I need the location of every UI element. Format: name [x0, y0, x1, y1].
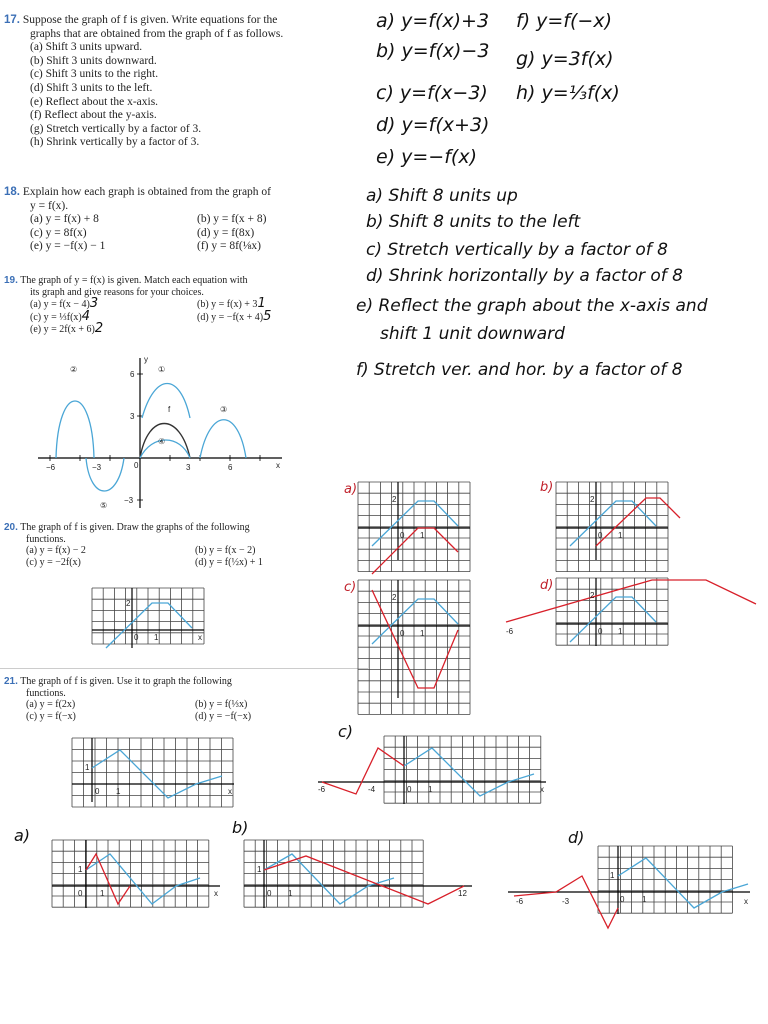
handwritten-answer: b) y=f(x)−3 [376, 40, 490, 62]
tick-label: 0 [598, 531, 603, 540]
problem-item: (d) y = −f(−x) [195, 710, 252, 722]
tick-label: 2 [126, 599, 131, 608]
handwritten-answer: 5 [263, 308, 272, 324]
tick-label: 1 [428, 785, 433, 794]
problem-item: (d) Shift 3 units to the left. [30, 81, 153, 94]
tick-label: 1 [610, 871, 615, 880]
tick-label: -6 [516, 897, 524, 906]
graph-label: a) [14, 826, 31, 845]
curve-label: ⑤ [100, 501, 108, 510]
tick-label: 1 [116, 787, 121, 796]
handwritten-answer: d) y=f(x+3) [376, 114, 490, 136]
handwritten-answer: 2 [94, 321, 104, 337]
tick-label: 1 [78, 865, 83, 874]
graph-20d [506, 578, 756, 648]
problem-item: (c) y = 8f(x) [30, 226, 87, 239]
tick-label: 1 [85, 763, 90, 772]
handwritten-answer: e) Reflect the graph about the x-axis and [356, 296, 708, 316]
tick-label: 0 [95, 787, 100, 796]
problem-item: (d) y = f(8x) [197, 226, 255, 239]
curve-3 [200, 420, 246, 458]
tick-label: 2 [392, 495, 397, 504]
tick-label: 3 [130, 412, 135, 421]
curve-f [106, 603, 192, 648]
problem-intro: its graph and give reasons for your choices. [30, 286, 204, 298]
graph-label: c) [344, 580, 357, 595]
curve-label: ③ [220, 405, 228, 414]
tick-label: 6 [130, 370, 135, 379]
graph-problem-21 [72, 738, 236, 804]
graph-21c [318, 736, 548, 806]
problem-intro: Suppose the graph of f is given. Write equations for the [22, 14, 278, 26]
problem-item: (g) Stretch vertically by a factor of 3. [30, 122, 202, 135]
problem-item: (c) Shift 3 units to the right. [30, 68, 159, 81]
problem-item: (a) y = f(x) + 8 [30, 213, 99, 226]
problem-item: (f) Reflect about the y-axis. [30, 109, 157, 122]
tick-label: x [228, 787, 232, 796]
problem-number: 17. [4, 14, 20, 26]
tick-label: -3 [562, 897, 570, 906]
graph-label: d) [540, 578, 554, 593]
curve-1 [142, 384, 190, 419]
problem-item: (a) y = f(x − 4) [30, 299, 90, 311]
problem-item: (c) y = f(−x) [26, 710, 76, 722]
problem-item: (e) y = 2f(x + 6) [30, 324, 95, 336]
tick-label: 1 [154, 633, 159, 642]
tick-label: x [744, 897, 748, 906]
graph-21b [244, 840, 474, 910]
curve-label: ② [70, 365, 78, 374]
tick-label: 0 [620, 895, 625, 904]
problem-intro: functions. [26, 687, 66, 699]
tick-label: 0 [134, 633, 139, 642]
tick-label: 2 [392, 593, 397, 602]
handwritten-answer: 1 [257, 296, 266, 312]
handwritten-answer: a) Shift 8 units up [366, 186, 518, 206]
graph-label: c) [338, 722, 354, 741]
tick-label: 0 [407, 785, 412, 794]
graph-20c [358, 580, 472, 700]
tick-label: x [198, 633, 202, 642]
problem-17 [4, 14, 364, 150]
tick-label: 3 [186, 463, 191, 472]
graph-21d [508, 846, 752, 936]
graph-label: b) [232, 818, 249, 837]
problem-item: (a) y = f(2x) [26, 699, 76, 711]
tick-label: 0 [400, 629, 405, 638]
problem-19 [4, 275, 364, 336]
tick-label: 1 [618, 627, 623, 636]
problem-number: 20. [4, 522, 18, 533]
tick-label: 1 [420, 629, 425, 638]
problem-item: (f) y = 8f(⅛x) [197, 240, 261, 253]
problem-item: (d) y = −f(x + 4) [197, 311, 264, 323]
tick-label: −3 [124, 496, 134, 505]
tick-label: 1 [642, 895, 647, 904]
problem-item: (a) y = f(x) − 2 [26, 545, 86, 557]
problem-item: (d) y = f(½x) + 1 [195, 556, 263, 568]
handwritten-answer: c) y=f(x−3) [376, 82, 488, 104]
divider [0, 668, 368, 669]
problem-item: (c) y = −2f(x) [26, 556, 81, 568]
tick-label: 2 [590, 591, 595, 600]
graph-problem-20 [92, 588, 206, 650]
graph-label: a) [344, 482, 358, 497]
tick-label: 6 [228, 463, 233, 472]
problem-intro: functions. [26, 533, 66, 545]
tick-label: 0 [400, 531, 405, 540]
tick-label: y [144, 355, 148, 364]
graph-label: d) [568, 828, 585, 847]
tick-label: 0 [267, 889, 272, 898]
curve-label: f [168, 405, 171, 414]
tick-label: 0 [598, 627, 603, 636]
problem-number: 18. [4, 186, 20, 198]
tick-label: 12 [458, 889, 467, 898]
problem-item: (a) Shift 3 units upward. [30, 41, 143, 54]
handwritten-answer: g) y=3f(x) [516, 48, 614, 70]
handwritten-answer: e) y=−f(x) [376, 146, 477, 168]
problem-intro: The graph of f is given. Use it to graph the following [20, 676, 232, 687]
handwritten-answer: f) y=f(−x) [516, 10, 612, 32]
graph-21a [52, 840, 222, 910]
problem-item: (b) y = f(x + 8) [197, 213, 267, 226]
problem-item: (b) y = f(⅓x) [195, 699, 248, 711]
problem-item: (b) y = f(x − 2) [195, 545, 256, 557]
problem-number: 19. [4, 275, 18, 286]
tick-label: x [214, 889, 218, 898]
handwritten-answer: b) Shift 8 units to the left [366, 212, 581, 232]
handwritten-answer: 4 [81, 308, 91, 324]
problem-item: (b) Shift 3 units downward. [30, 54, 157, 67]
graph-20a [358, 482, 472, 562]
problem-item: (c) y = ⅓f(x) [30, 311, 82, 323]
tick-label: −6 [46, 463, 56, 472]
tick-label: 1 [618, 531, 623, 540]
tick-label: 1 [420, 531, 425, 540]
problem-intro: Explain how each graph is obtained from the graph of [22, 186, 272, 198]
curve-label: ① [158, 365, 166, 374]
problem-item: (e) Reflect about the x-axis. [30, 95, 159, 108]
tick-label: −3 [92, 463, 102, 472]
graph-problem-19 [30, 352, 290, 512]
problem-item: (h) Shrink vertically by a factor of 3. [30, 136, 200, 149]
tick-label: -4 [368, 785, 376, 794]
tick-label: 0 [134, 461, 139, 470]
graph-label: b) [540, 480, 554, 495]
curve-2 [56, 401, 94, 458]
curve-label: ④ [158, 437, 166, 446]
tick-label: 2 [590, 495, 595, 504]
graph-20b [556, 482, 676, 562]
problem-18 [4, 186, 364, 254]
tick-label: x [540, 785, 544, 794]
problem-intro: The graph of y = f(x) is given. Match each equation with [20, 275, 248, 286]
handwritten-answer: f) Stretch ver. and hor. by a factor of 8 [356, 360, 683, 380]
handwritten-answer: a) y=f(x)+3 [376, 10, 490, 32]
problem-20 [4, 522, 364, 568]
problem-21 [4, 676, 364, 722]
handwritten-answer: d) Shrink horizontally by a factor of 8 [366, 266, 683, 286]
handwritten-answer: 3 [89, 296, 99, 312]
problem-intro: graphs that are obtained from the graph of f as follows. [30, 27, 284, 40]
problem-item: (b) y = f(x) + 3 [197, 299, 258, 311]
handwritten-answer: shift 1 unit downward [380, 324, 565, 344]
tick-label: 1 [100, 889, 105, 898]
handwritten-answer: h) y=⅓f(x) [516, 82, 620, 104]
handwritten-answer: c) Stretch vertically by a factor of 8 [366, 240, 668, 260]
tick-label: x [276, 461, 280, 470]
tick-label: 0 [78, 889, 83, 898]
problem-number: 21. [4, 676, 18, 687]
problem-intro: y = f(x). [30, 199, 69, 212]
tick-label: 1 [288, 889, 293, 898]
tick-label: -6 [506, 627, 514, 636]
curve-f [92, 750, 222, 798]
problem-item: (e) y = −f(x) − 1 [30, 240, 106, 253]
problem-intro: The graph of f is given. Draw the graphs of the following [20, 522, 250, 533]
tick-label: -6 [318, 785, 326, 794]
tick-label: 1 [257, 865, 262, 874]
